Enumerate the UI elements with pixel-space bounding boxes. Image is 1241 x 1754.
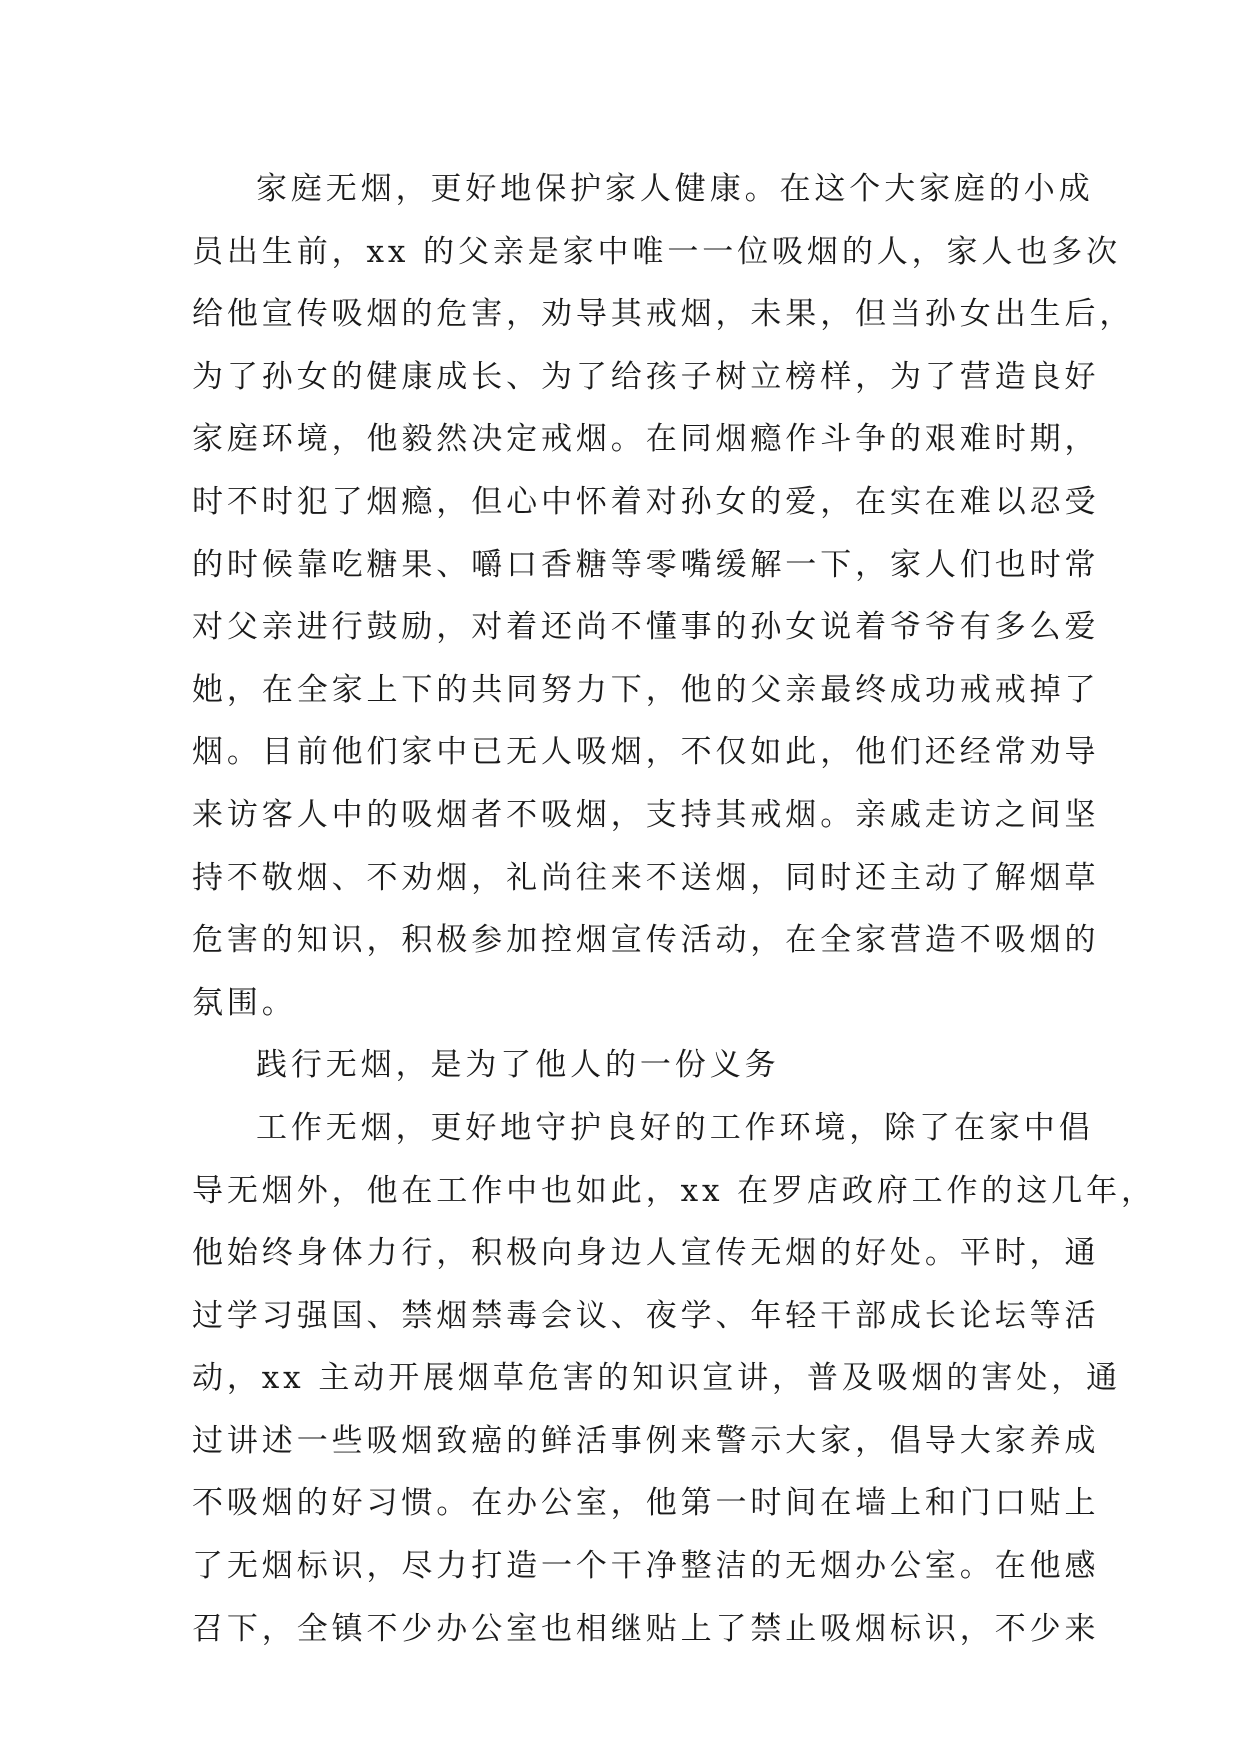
text-line: 对父亲进行鼓励，对着还尚不懂事的孙女说着爷爷有多么爱 bbox=[192, 609, 1100, 646]
text-line: 来访客人中的吸烟者不吸烟，支持其戒烟。亲戚走访之间坚 bbox=[192, 796, 1100, 833]
text-line: 为了孙女的健康成长、为了给孩子树立榜样，为了营造良好 bbox=[192, 358, 1100, 395]
text-line: 烟。目前他们家中已无人吸烟，不仅如此，他们还经常劝导 bbox=[192, 734, 1100, 771]
heading-line: 践行无烟，是为了他人的一份义务 bbox=[256, 1047, 780, 1084]
text-line: 过讲述一些吸烟致癌的鲜活事例来警示大家，倡导大家养成 bbox=[192, 1422, 1100, 1459]
text-line: 的时候靠吃糖果、嚼口香糖等零嘴缓解一下，家人们也时常 bbox=[192, 546, 1100, 583]
text-line: 持不敬烟、不劝烟，礼尚往来不送烟，同时还主动了解烟草 bbox=[192, 859, 1100, 896]
text-line: 她，在全家上下的共同努力下，他的父亲最终成功戒戒掉了 bbox=[192, 671, 1100, 708]
text-line: 家庭无烟，更好地保护家人健康。在这个大家庭的小成 bbox=[256, 171, 1094, 207]
text-line: 过学习强国、禁烟禁毒会议、夜学、年轻干部成长论坛等活 bbox=[192, 1297, 1100, 1334]
document-page bbox=[192, 158, 1156, 1660]
text-line: 氛围。 bbox=[192, 984, 297, 1021]
text-line: 工作无烟，更好地守护良好的工作环境，除了在家中倡 bbox=[256, 1109, 1094, 1146]
paragraph-work bbox=[192, 1097, 1156, 1660]
section-heading bbox=[192, 1034, 1052, 1097]
text-line: 他始终身体力行，积极向身边人宣传无烟的好处。平时，通 bbox=[192, 1235, 1100, 1272]
text-line: 导无烟外，他在工作中也如此，xx 在罗店政府工作的这几年， bbox=[192, 1172, 1156, 1209]
text-line: 家庭环境，他毅然决定戒烟。在同烟瘾作斗争的艰难时期， bbox=[192, 421, 1100, 458]
text-line: 不吸烟的好习惯。在办公室，他第一时间在墙上和门口贴上 bbox=[192, 1485, 1100, 1522]
text-line: 动，xx 主动开展烟草危害的知识宣讲，普及吸烟的害处，通 bbox=[192, 1360, 1122, 1397]
text-line: 召下，全镇不少办公室也相继贴上了禁止吸烟标识，不少来 bbox=[192, 1610, 1100, 1647]
text-line: 员出生前，xx 的父亲是家中唯一一位吸烟的人，家人也多次 bbox=[192, 233, 1122, 270]
text-line: 了无烟标识，尽力打造一个干净整洁的无烟办公室。在他感 bbox=[192, 1548, 1100, 1585]
paragraph-family bbox=[192, 158, 1135, 1034]
text-line: 时不时犯了烟瘾，但心中怀着对孙女的爱，在实在难以忍受 bbox=[192, 483, 1100, 520]
text-line: 给他宣传吸烟的危害，劝导其戒烟，未果，但当孙女出生后， bbox=[192, 296, 1135, 333]
text-line: 危害的知识，积极参加控烟宣传活动，在全家营造不吸烟的 bbox=[192, 922, 1100, 959]
